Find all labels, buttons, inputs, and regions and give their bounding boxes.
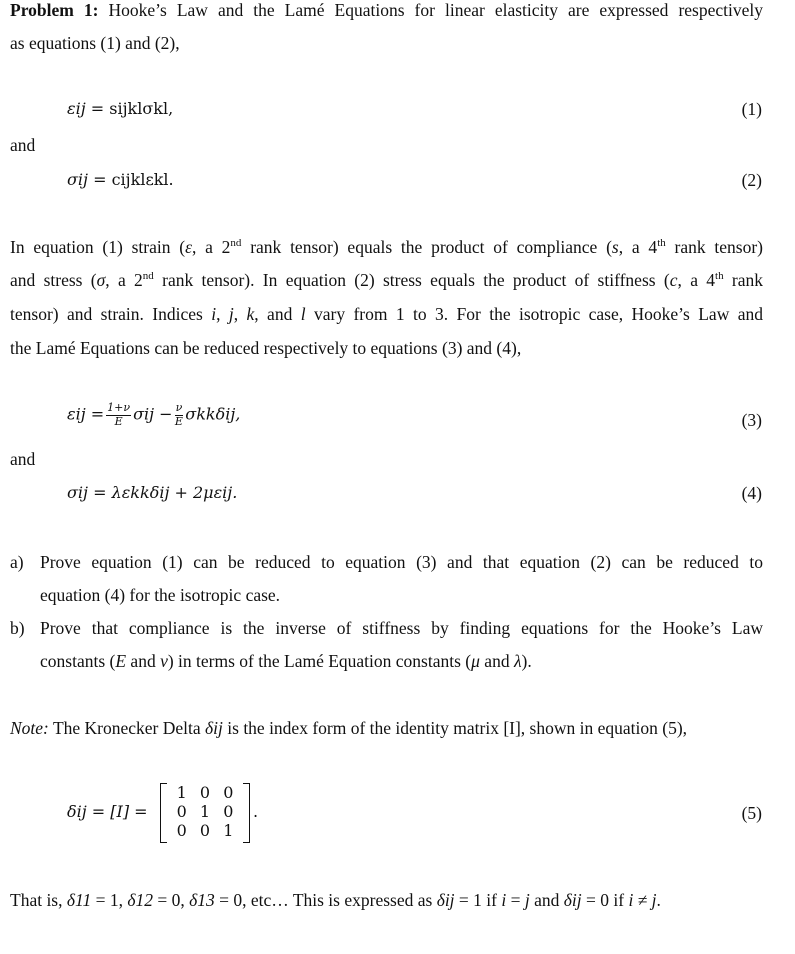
text: = 1, (91, 890, 128, 910)
equation-5-number: (5) (741, 803, 762, 823)
eq3-equals: = (90, 404, 105, 424)
text: rank (723, 270, 764, 290)
text: ). (521, 651, 532, 671)
text: That is, (10, 890, 67, 910)
symbol-lambda: λ (513, 651, 522, 671)
index-i: i (501, 890, 507, 910)
matrix-cell: 1 (223, 821, 234, 840)
delta-11: δ11 (66, 890, 92, 910)
text: rank tensor). In equation (2) stress equals the product of stiffness ( (153, 270, 670, 290)
eq3-tail: σkkδij, (185, 404, 241, 424)
equation-1-number: (1) (741, 99, 762, 119)
equation-5-tail: . (253, 802, 259, 821)
epsilon-symbol: ε (185, 237, 192, 257)
symbol-v: v (160, 651, 168, 671)
para2-line-1 (10, 237, 763, 258)
intro-text: Hooke’s Law and the Lamé Equations for linear elasticity are expressed respectively (108, 0, 763, 20)
text: The Kronecker Delta (48, 718, 206, 738)
matrix-cell: 1 (176, 783, 187, 802)
frac2-denominator: E (174, 414, 183, 428)
s-symbol: s (611, 237, 619, 257)
text: , a 2 (105, 270, 143, 290)
delta-ij: δij (563, 890, 582, 910)
text: rank tensor) (665, 237, 763, 257)
eq3-fraction-2 (175, 402, 184, 428)
text: , (233, 304, 247, 324)
eq2-lhs: σij (67, 170, 88, 189)
text: = 0, etc… This is expressed as (214, 890, 437, 910)
text: vary from 1 to 3. For the isotropic case, Hooke’s Law and (305, 304, 763, 324)
problem-heading: Problem 1: (10, 0, 99, 20)
superscript: nd (142, 270, 154, 283)
question-a-label: a) (10, 552, 24, 572)
text: , and (254, 304, 301, 324)
matrix-left-bracket (160, 783, 167, 843)
matrix-cell: 0 (176, 821, 187, 840)
eq3-middle: σij − (133, 404, 173, 424)
eq3-fraction-1 (106, 402, 131, 428)
question-b-line-2 (40, 651, 532, 672)
footer-line (10, 890, 661, 911)
question-b-line-1: Prove that compliance is the inverse of stiffness by finding equations for the Hooke’s Law (40, 618, 763, 638)
and-2: and (10, 449, 36, 469)
text: , a 4 (677, 270, 716, 290)
index-j: j (651, 890, 657, 910)
matrix-cell: 0 (223, 802, 234, 821)
matrix-grid (170, 783, 240, 840)
text: = 1 if (454, 890, 502, 910)
eq1-lhs: εij (67, 99, 86, 118)
question-a-line-1: Prove equation (1) can be reduced to equation (3) and that equation (2) can be reduced to (40, 552, 763, 572)
text: = (506, 890, 525, 910)
superscript: th (657, 237, 666, 250)
text: and (126, 651, 161, 671)
index-i: i (628, 890, 634, 910)
para2-line-4: the Lamé Equations can be reduced respectively to equations (3) and (4), (10, 338, 522, 358)
text: . (656, 890, 661, 910)
text: , a 4 (618, 237, 658, 257)
index-k: k (246, 304, 255, 324)
sigma-symbol: σ (96, 270, 106, 290)
intro-line-1 (10, 0, 763, 21)
matrix-right-bracket (243, 783, 250, 843)
question-a-line-2: equation (4) for the isotropic case. (40, 585, 281, 605)
para2-line-2 (10, 270, 763, 291)
matrix-cell: 0 (199, 783, 211, 802)
eq2-rhs: = cijklεkl. (93, 170, 174, 189)
delta-13: δ13 (189, 890, 215, 910)
matrix-cell: 0 (199, 821, 211, 840)
text: , (216, 304, 229, 324)
text: = 0, (152, 890, 190, 910)
intro-line-2: as equations (1) and (2), (10, 33, 180, 53)
text: constants ( (40, 651, 116, 671)
index-l: l (300, 304, 306, 324)
equation-2-number: (2) (741, 170, 762, 190)
superscript: th (715, 270, 724, 283)
frac1-denominator: E (114, 414, 123, 428)
c-symbol: c (669, 270, 678, 290)
text: tensor) and strain. Indices (10, 304, 212, 324)
equation-2 (67, 170, 174, 189)
equation-4: σij = λεkkδij + 2μεij. (67, 483, 238, 502)
superscript: nd (230, 237, 242, 250)
text: and (479, 651, 514, 671)
note (10, 718, 687, 739)
frac1-numerator: 1+ν (107, 401, 131, 414)
question-b-label: b) (10, 618, 25, 638)
text: = 0 if (581, 890, 629, 910)
kronecker-symbol: δij (205, 718, 223, 738)
equation-4-number: (4) (741, 483, 762, 503)
matrix-cell: 0 (176, 802, 187, 821)
equation-1 (67, 99, 173, 118)
text: , a 2 (191, 237, 231, 257)
index-j: j (524, 890, 530, 910)
delta-ij: δij (436, 890, 455, 910)
equation-3-number: (3) (741, 410, 762, 430)
frac2-numerator: ν (175, 401, 183, 414)
text: is the index form of the identity matrix [I], shown in equation (5), (222, 718, 688, 738)
text: rank tensor) equals the product of compliance ( (241, 237, 612, 257)
symbol-E: E (115, 651, 127, 671)
symbol-mu: μ (471, 651, 480, 671)
index-i: i (211, 304, 217, 324)
matrix-cell: 0 (223, 783, 234, 802)
identity-matrix (160, 783, 250, 841)
and-1: and (10, 135, 36, 155)
text: and stress ( (10, 270, 97, 290)
eq1-rhs: = sijklσkl, (90, 99, 174, 118)
eq3-lhs: εij (67, 404, 86, 424)
equation-5-lhs: δij = [I] = (67, 802, 148, 821)
note-label: Note: (10, 718, 49, 738)
matrix-cell: 1 (199, 802, 211, 821)
para2-line-3 (10, 304, 763, 325)
text: ≠ (633, 890, 652, 910)
text: In equation (1) strain ( (10, 237, 186, 257)
equation-3 (67, 402, 240, 428)
index-j: j (228, 304, 234, 324)
text: and (529, 890, 564, 910)
text: ) in terms of the Lamé Equation constants ( (167, 651, 472, 671)
delta-12: δ12 (127, 890, 153, 910)
